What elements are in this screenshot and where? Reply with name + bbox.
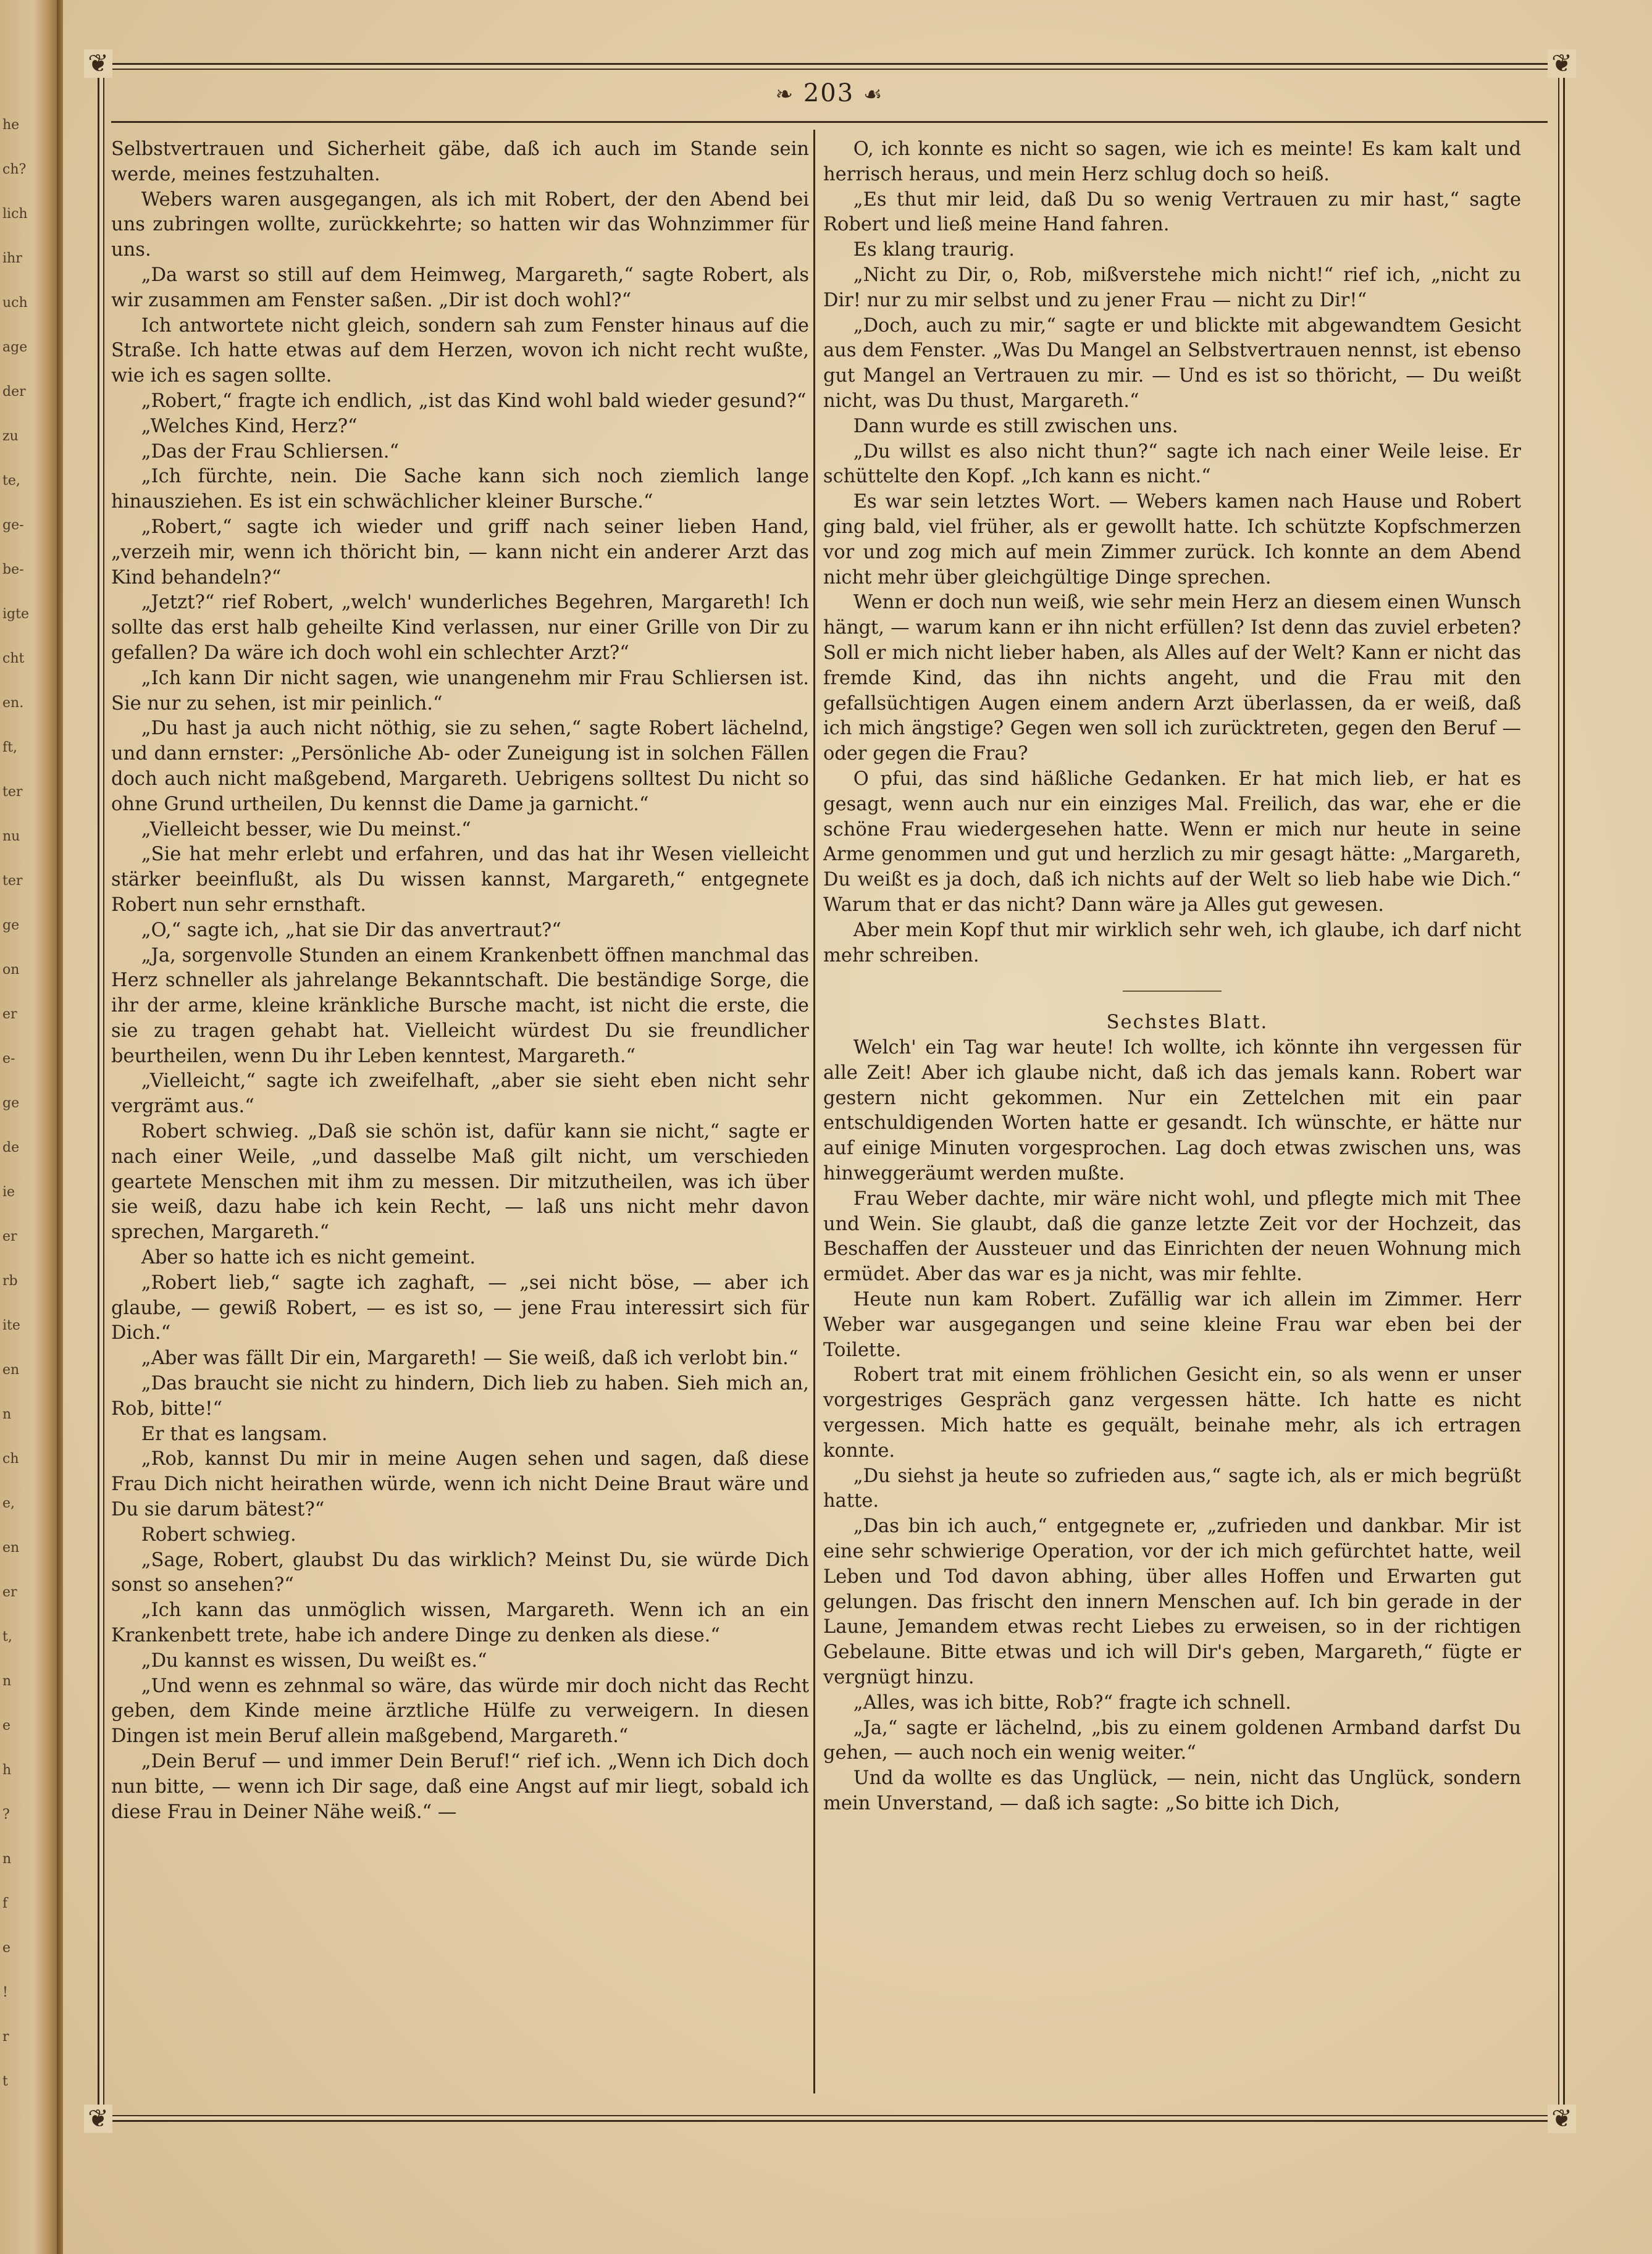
paragraph: Und da wollte es das Unglück, — nein, nicht das Unglück, sondern mein Unverstand, — daß ich sagte: „So bitte ich Dich, <box>823 1767 1521 1814</box>
gutter-text-fragment: on <box>2 962 20 978</box>
gutter-text-fragment: age <box>2 340 28 355</box>
paragraph: „Und wenn es zehnmal so wäre, das würde mir doch nicht das Recht geben, dem Kinde meine ärztliche Hülfe zu verweigern. In diesen Dingen ist mein Beruf allein maßgebend, Margareth.“ <box>111 1675 809 1748</box>
paragraph: „Du willst es also nicht thun?“ sagte ich nach einer Weile leise. Er schüttelte den Kopf. „Ich kann es nicht.“ <box>823 440 1521 488</box>
gutter-text-fragment: en <box>2 1540 20 1556</box>
gutter-text-fragment: ite <box>2 1318 20 1333</box>
gutter-text-fragment: en <box>2 1362 20 1378</box>
page-header <box>98 79 1561 107</box>
gutter-text-fragment: te, <box>2 473 20 488</box>
paragraph: „Robert,“ sagte ich wieder und griff nach seiner lieben Hand, „verzeih mir, wenn ich thöricht bin, — kann nicht ein anderer Arzt das Kind behandeln?“ <box>111 516 809 589</box>
paragraph: „Alles, was ich bitte, Rob?“ fragte ich schnell. <box>853 1691 1291 1714</box>
paragraph: O pfui, das sind häßliche Gedanken. Er hat mich lieb, er hat es gesagt, wenn auch nur ein einziges Mal. Freilich, das war, ehe er die schöne Frau wiedergesehen hatte. Wenn er mich nur heute in seine Arme genommen und gut und herzlich zu mir gesagt hätte: „Margareth, Du weißt es ja doch, daß ich nichts auf der Welt so lieb habe wie Dich.“ Warum that er das nicht? Dann wäre ja Alles gut gewesen. <box>823 768 1521 916</box>
paragraph: „Vielleicht,“ sagte ich zweifelhaft, „aber sie sieht eben nicht sehr vergrämt aus.“ <box>111 1070 809 1118</box>
paragraph: „Doch, auch zu mir,“ sagte er und blickte mit abgewandtem Gesicht aus dem Fenster. „Was Du Mangel an Selbstvertrauen nennst, ist ebenso gut Mangel an Vertrauen zu mir. — Und es ist so thöricht, — Du weißt nicht, was Du thust, Margareth.“ <box>823 314 1521 412</box>
paragraph: Robert schwieg. „Daß sie schön ist, dafür kann sie nicht,“ sagte er nach einer Weile, „und dasselbe Maß gilt nicht, um verschieden geartete Menschen mit ihm zu messen. Dir mitzutheilen, was ich über sie weiß, dazu habe ich kein Recht, — laß uns nicht mehr davon sprechen, Margareth.“ <box>111 1121 809 1244</box>
paragraph: „Ich kann Dir nicht sagen, wie unangenehm mir Frau Schliersen ist. Sie nur zu sehen, ist mir peinlich.“ <box>111 667 809 714</box>
gutter-text-fragment: n <box>2 1407 12 1422</box>
section-title: Sechstes Blatt. <box>1106 1012 1268 1034</box>
paragraph: Robert schwieg. <box>141 1523 296 1546</box>
corner-ornament-icon: ❦ <box>1548 2105 1576 2133</box>
header-ornament-left-icon: ❧ <box>775 82 795 107</box>
paragraph: „Robert,“ fragte ich endlich, „ist das Kind wohl bald wieder gesund?“ <box>141 390 807 412</box>
header-rule <box>111 121 1548 123</box>
header-ornament-right-icon: ☙ <box>863 82 884 107</box>
paragraph: Aber so hatte ich es nicht gemeint. <box>141 1247 476 1269</box>
gutter-text-fragment: e- <box>2 1051 15 1066</box>
paragraph: Webers waren ausgegangen, als ich mit Robert, der den Abend bei uns zubringen wollte, zurückkehrte; so hatten wir das Wohnzimmer für uns. <box>111 188 809 261</box>
paragraph: Wenn er doch nun weiß, wie sehr mein Herz an diesem einen Wunsch hängt, — warum kann er ihn nicht erfüllen? Ist denn das zuviel erbeten? Soll er mich nicht lieber haben, als Alles auf der Welt? Kann er nicht das fremde Kind, das ihn nichts angeht, und die Frau mit den gefallsüchtigen Augen einem andern Arzt überlassen, da er weiß, daß ich mich ängstige? Gegen wen soll ich zurücktreten, gegen den Beruf — oder gegen die Frau? <box>823 592 1521 765</box>
gutter-text-fragment: lich <box>2 206 28 222</box>
gutter-text-fragment: rb <box>2 1273 18 1289</box>
gutter-text-fragment: ter <box>2 873 23 889</box>
paragraph: Dann wurde es still zwischen uns. <box>853 415 1178 437</box>
paragraph: „Ich kann das unmöglich wissen, Margareth. Wenn ich an ein Krankenbett trete, habe ich andere Dinge zu denken als diese.“ <box>111 1599 809 1647</box>
paragraph: „Sage, Robert, glaubst Du das wirklich? Meinst Du, sie würde Dich sonst so ansehen?“ <box>111 1549 809 1596</box>
left-page-gutter <box>0 0 61 2254</box>
gutter-text-fragment: n <box>2 1851 12 1867</box>
gutter-text-fragment: der <box>2 384 26 400</box>
paragraph: Er that es langsam. <box>141 1423 328 1445</box>
page-number: 203 <box>803 79 855 107</box>
paragraph: Aber mein Kopf thut mir wirklich sehr weh, ich glaube, ich darf nicht mehr schreiben. <box>823 919 1521 966</box>
left-column <box>111 137 809 1825</box>
gutter-text-fragment: de <box>2 1140 20 1155</box>
paragraph: „Es thut mir leid, daß Du so wenig Vertrauen zu mir hast,“ sagte Robert und ließ meine Hand fahren. <box>823 188 1521 236</box>
gutter-text-fragment: ge- <box>2 517 24 533</box>
paragraph: „Dein Beruf — und immer Dein Beruf!“ rief ich. „Wenn ich Dich doch nun bitte, — wenn ich Dir sage, daß eine Angst auf mir liegt, sobald ich diese Frau in Deiner Nähe weiß.“ — <box>111 1751 809 1823</box>
gutter-text-fragment: er <box>2 1585 17 1600</box>
paragraph: Es war sein letztes Wort. — Webers kamen nach Hause und Robert ging bald, viel früher, als er gewollt hatte. Ich schützte Kopfschmerzen vor und zog mich auf mein Zimmer zurück. Ich konnte an dem Abend nicht mehr über gleichgültige Dinge sprechen. <box>823 491 1521 589</box>
gutter-text-fragment: uch <box>2 295 28 311</box>
gutter-text-fragment: ter <box>2 784 23 800</box>
gutter-text-fragment: er <box>2 1007 17 1022</box>
gutter-text-fragment: ge <box>2 918 20 933</box>
gutter-text-fragment: he <box>2 117 20 133</box>
paragraph: Ich antwortete nicht gleich, sondern sah zum Fenster hinaus auf die Straße. Ich hatte etwas auf dem Herzen, wovon ich nicht recht wußte, wie ich es sagen sollte. <box>111 314 809 387</box>
gutter-text-fragment: e <box>2 1940 11 1956</box>
gutter-text-fragment: t <box>2 2074 8 2089</box>
corner-ornament-icon: ❦ <box>84 49 112 78</box>
right-column-part2 <box>823 1036 1521 1817</box>
paragraph: „Ja,“ sagte er lächelnd, „bis zu einem goldenen Armband darfst Du gehen, — auch noch ein wenig weiter.“ <box>823 1717 1521 1764</box>
paragraph: „Vielleicht besser, wie Du meinst.“ <box>141 818 471 840</box>
paragraph: „Jetzt?“ rief Robert, „welch' wunderliches Begehren, Margareth! Ich sollte das erst halb geheilte Kind verlassen, nur einer Grille von Dir zu gefallen? Da wäre ich doch wohl ein schlechter Arzt?“ <box>111 592 809 664</box>
gutter-text-fragment: ! <box>2 1985 8 2000</box>
paragraph: Heute nun kam Robert. Zufällig war ich allein im Zimmer. Herr Weber war ausgegangen und seine kleine Frau war eben bei der Toilette. <box>823 1289 1521 1361</box>
paragraph: „Du siehst ja heute so zufrieden aus,“ sagte ich, als er mich begrüßt hatte. <box>823 1465 1521 1512</box>
paragraph: „O,“ sagte ich, „hat sie Dir das anvertraut?“ <box>141 919 561 941</box>
paragraph: „Das der Frau Schliersen.“ <box>141 440 400 463</box>
gutter-text-fragment: igte <box>2 606 29 622</box>
paragraph: „Sie hat mehr erlebt und erfahren, und das hat ihr Wesen vielleicht stärker beeinflußt, als Du wissen kannst, Margareth,“ entgegnete Robert nun sehr ernsthaft. <box>111 844 809 916</box>
paragraph: „Da warst so still auf dem Heimweg, Margareth,“ sagte Robert, als wir zusammen am Fenster saßen. „Dir ist doch wohl?“ <box>111 264 809 311</box>
paragraph: „Aber was fällt Dir ein, Margareth! — Sie weiß, daß ich verlobt bin.“ <box>141 1347 799 1370</box>
paragraph: „Das braucht sie nicht zu hindern, Dich lieb zu haben. Sieh mich an, Rob, bitte!“ <box>111 1373 809 1420</box>
corner-ornament-icon: ❦ <box>84 2105 112 2133</box>
paragraph: „Ich fürchte, nein. Die Sache kann sich noch ziemlich lange hinausziehen. Es ist ein schwächlicher kleiner Bursche.“ <box>111 466 809 513</box>
book-spine <box>57 0 63 2254</box>
paragraph: „Robert lieb,“ sagte ich zaghaft, — „sei nicht böse, — aber ich glaube, — gewiß Robert, — es ist so, — jene Frau interessirt sich für Dich.“ <box>111 1272 809 1344</box>
gutter-text-fragment: f <box>2 1896 8 1911</box>
paragraph: „Nicht zu Dir, o, Rob, mißverstehe mich nicht!“ rief ich, „nicht zu Dir! nur zu mir selbst und zu jener Frau — nicht zu Dir!“ <box>823 264 1521 311</box>
gutter-text-fragment: ft, <box>2 740 17 755</box>
right-column-part1 <box>823 137 1521 968</box>
paragraph: „Welches Kind, Herz?“ <box>141 415 358 437</box>
paragraph: „Ja, sorgenvolle Stunden an einem Krankenbett öffnen manchmal das Herz schneller als jahrelange Bekanntschaft. Die beständige Sorge, die ihr der arme, kleine kränkliche Bursche macht, ist nicht die erste, die sie zu tragen gehabt hat. Vielleicht würdest Du sie freundlicher beurtheilen, wenn Du ihr Leben kenntest, Margareth.“ <box>111 944 809 1067</box>
paragraph: Robert trat mit einem fröhlichen Gesicht ein, so als wenn er unser vorgestriges Gespräch ganz vergessen hätte. Ich hatte es nicht vergessen. Mich hatte es gequält, beinahe mehr, als ich ertragen konnte. <box>823 1364 1521 1462</box>
paragraph: Selbstvertrauen und Sicherheit gäbe, daß ich auch im Stande sein werde, meines festzuhalten. <box>111 138 809 185</box>
gutter-text-fragment: ch <box>2 1451 19 1467</box>
gutter-text-fragment: cht <box>2 651 25 666</box>
paragraph: „Du kannst es wissen, Du weißt es.“ <box>141 1649 487 1672</box>
gutter-text-fragment: be- <box>2 562 24 577</box>
paragraph: Frau Weber dachte, mir wäre nicht wohl, und pflegte mich mit Thee und Wein. Sie glaubt, daß die ganze letzte Zeit vor der Hochzeit, das Beschaffen der Aussteuer und das Einrichten der neuen Wohnung mich ermüdet. Aber das war es ja nicht, was mir fehlte. <box>823 1188 1521 1286</box>
gutter-text-fragment: en. <box>2 695 24 711</box>
gutter-text-fragment: er <box>2 1229 17 1244</box>
gutter-text-fragment: nu <box>2 829 20 844</box>
gutter-text-fragment: ie <box>2 1184 15 1200</box>
gutter-text-fragment: ihr <box>2 251 22 266</box>
gutter-text-fragment: r <box>2 2029 9 2045</box>
gutter-text-fragment: zu <box>2 429 19 444</box>
gutter-text-fragment: ? <box>2 1807 10 1822</box>
gutter-text-fragment: ge <box>2 1096 20 1111</box>
gutter-text-fragment: t, <box>2 1629 12 1644</box>
gutter-text-fragment: ch? <box>2 162 27 177</box>
right-column <box>823 137 1521 1817</box>
paragraph: Welch' ein Tag war heute! Ich wollte, ich könnte ihn vergessen für alle Zeit! Aber ich glaube nicht, daß ich das jemals kann. Robert war gestern nicht gekommen. Nur ein Zettelchen mit ein paar entschuldigenden Worten hatte er gesandt. Ich wünschte, er hätte nur auf einige Minuten vorgesprochen. Lag doch etwas zwischen uns, was hinweggeräumt werden mußte. <box>823 1037 1521 1185</box>
gutter-text-fragment: e <box>2 1718 11 1733</box>
gutter-text-fragment: h <box>2 1762 12 1778</box>
paragraph: Es klang traurig. <box>853 239 1015 261</box>
corner-ornament-icon: ❦ <box>1548 49 1576 78</box>
paragraph: „Du hast ja auch nicht nöthig, sie zu sehen,“ sagte Robert lächelnd, und dann ernster: „Persönliche Ab- oder Zuneigung ist in solchen Fällen doch auch nicht maßgebend, Margareth. Uebrigens solltest Du nicht so ohne Grund urtheilen, Du kennst die Dame ja garnicht.“ <box>111 718 809 815</box>
paragraph: O, ich konnte es nicht so sagen, wie ich es meinte! Es kam kalt und herrisch heraus, und mein Herz schlug doch so heiß. <box>823 138 1521 185</box>
gutter-text-fragment: n <box>2 1674 12 1689</box>
paragraph: „Rob, kannst Du mir in meine Augen sehen und sagen, daß diese Frau Dich nicht heirathen würde, wenn ich nicht Deine Braut wäre und Du sie darum bätest?“ <box>111 1448 809 1521</box>
gutter-text-fragment: e, <box>2 1496 15 1511</box>
column-divider <box>813 130 815 2093</box>
section-divider <box>1123 991 1222 992</box>
paragraph: „Das bin ich auch,“ entgegnete er, „zufrieden und dankbar. Mir ist eine sehr schwierige Operation, vor der ich mich gefürchtet hatte, weil Leben und Tod davon abhing, über alles Hoffen und Erwarten gut gelungen. Das frischt den innern Menschen auf. Ich bin gerade in der Laune, Jemandem etwas recht Liebes zu erweisen, so in der richtigen Gebelaune. Bitte etwas und ich will Dir's geben, Margareth,“ fügte er vergnügt hinzu. <box>823 1515 1521 1689</box>
